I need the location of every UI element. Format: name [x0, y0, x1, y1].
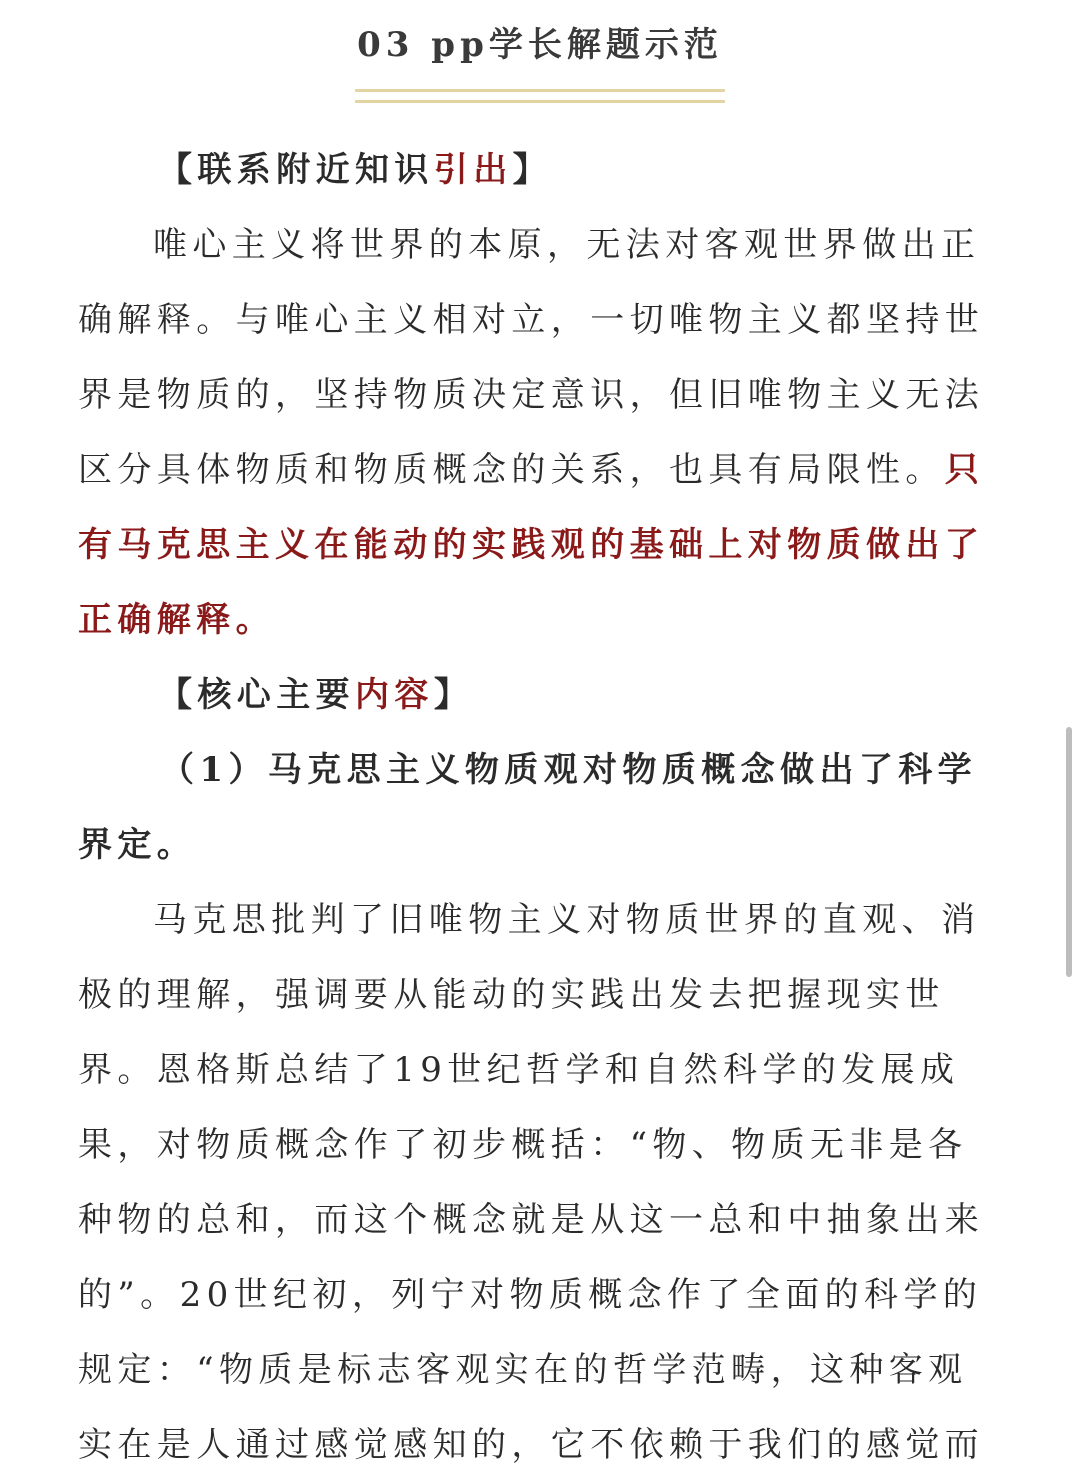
heading-core-content: [78, 658, 1002, 733]
title-underline-top: [355, 89, 725, 92]
paragraph-line: 马克思批判了旧唯物主义对物质世界的直观、消: [153, 900, 981, 940]
title-underline-bottom: [355, 100, 725, 103]
heading-bracket-text: 【核心主要: [158, 675, 355, 715]
emphasis-text: 只: [944, 450, 985, 490]
section-header: [0, 0, 1080, 110]
paragraph-line: 极的理解，强调要从能动的实践出发去把握现实世: [78, 975, 945, 1015]
heading-accent-text: 引出: [433, 150, 513, 190]
paragraph-text: 区分具体物质和物质概念的关系，也具有局限性。: [78, 450, 945, 490]
heading-bracket-close: 】: [512, 150, 553, 190]
paragraph-line: [78, 433, 1002, 508]
heading-related-knowledge: [78, 133, 1002, 208]
heading-bracket-text: 【联系附近知识: [158, 150, 434, 190]
paragraph-line: 种物的总和，而这个概念就是从这一总和中抽象出来: [78, 1200, 985, 1240]
paragraph-line: 界是物质的，坚持物质决定意识，但旧唯物主义无法: [78, 375, 985, 415]
paragraph-line: 果，对物质概念作了初步概括：“物、物质无非是各: [78, 1125, 968, 1165]
scrollbar-thumb[interactable]: [1066, 727, 1072, 977]
subheading-line: 界定。: [78, 825, 197, 865]
heading-accent-text: 内容: [355, 675, 434, 715]
paragraph-line: 唯心主义将世界的本原，无法对客观世界做出正: [153, 225, 981, 265]
section-title: 03 pp学长解题示范: [357, 25, 723, 65]
paragraph-line: 的”。20世纪初，列宁对物质概念作了全面的科学的: [78, 1275, 983, 1315]
paragraph-line: 界。恩格斯总结了19世纪哲学和自然科学的发展成: [78, 1050, 960, 1090]
subheading-line: （1）马克思主义物质观对物质概念做出了科学: [160, 750, 978, 790]
heading-bracket-close: 】: [433, 675, 474, 715]
paragraph-line: 规定：“物质是标志客观实在的哲学范畴，这种客观: [78, 1350, 968, 1390]
emphasis-line: 有马克思主义在能动的实践观的基础上对物质做出了: [78, 525, 985, 565]
article-body: [78, 133, 1002, 1483]
emphasis-line: 正确解释。: [78, 600, 275, 640]
paragraph-line: 确解释。与唯心主义相对立，一切唯物主义都坚持世: [78, 300, 985, 340]
paragraph-line: 实在是人通过感觉感知的，它不依赖于我们的感觉而: [78, 1425, 985, 1465]
